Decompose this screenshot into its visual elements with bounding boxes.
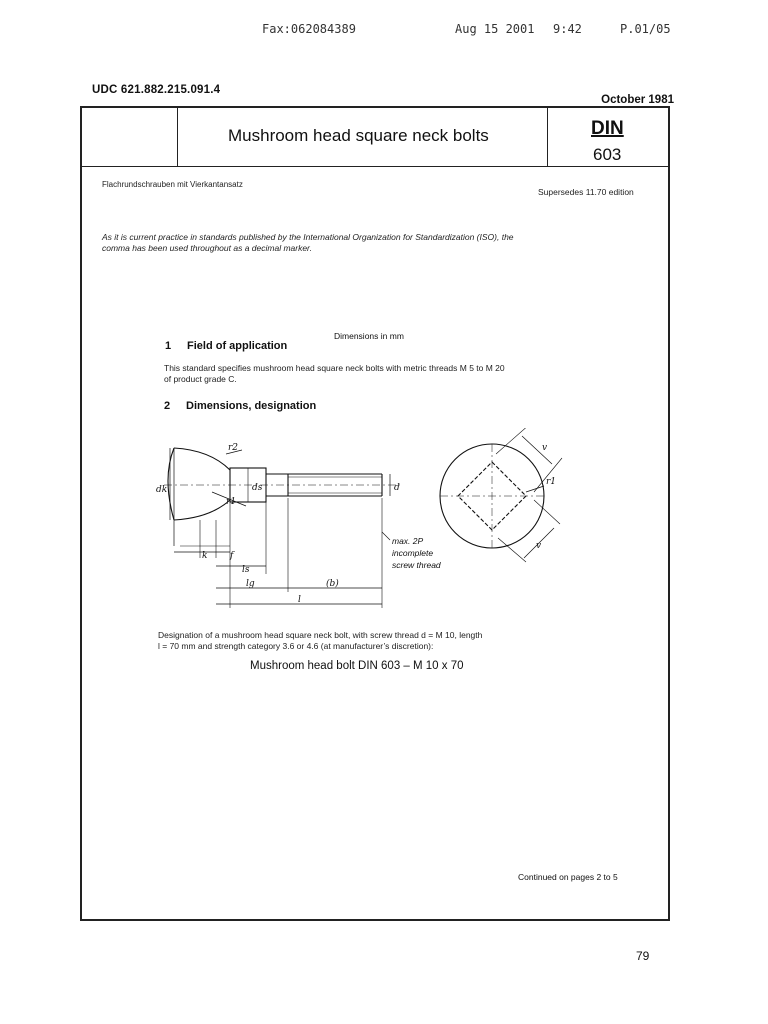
din-number: 603 xyxy=(593,145,622,164)
fax-page: P.01/05 xyxy=(620,22,671,36)
decimal-marker-note xyxy=(102,232,514,254)
dimensions-unit: Dimensions in mm xyxy=(334,331,404,341)
label-ds: ds xyxy=(252,483,263,493)
label-v-top: v xyxy=(542,443,548,453)
thread-note-line: incomplete xyxy=(392,548,434,558)
label-l: l xyxy=(298,595,301,605)
header-left-divider xyxy=(177,106,178,167)
continued-note: Continued on pages 2 to 5 xyxy=(518,872,618,882)
label-d: d xyxy=(394,483,400,493)
din-label: DIN xyxy=(591,118,624,139)
label-v-bottom: v xyxy=(536,541,542,551)
label-ls: ls xyxy=(242,565,250,575)
section-title: Field of application xyxy=(187,340,288,352)
header-divider xyxy=(80,166,670,167)
designation-line: Designation of a mushroom head square neck bolt, with screw thread d = M 10, length xyxy=(158,630,483,640)
designation-text xyxy=(158,630,482,652)
designation-example: Mushroom head bolt DIN 603 – M 10 x 70 xyxy=(250,660,464,672)
section-number: 2 xyxy=(164,400,171,412)
document-title: Mushroom head square neck bolts xyxy=(228,126,489,145)
fax-number: Fax:062084389 xyxy=(262,22,356,36)
head-bottom-curve xyxy=(174,500,230,520)
section-title: Dimensions, designation xyxy=(186,400,317,412)
section-1-body xyxy=(164,363,505,385)
fax-time: 9:42 xyxy=(553,22,582,36)
label-f: f xyxy=(230,551,234,561)
fax-date: Aug 15 2001 xyxy=(455,22,535,36)
label-r1-front: r1 xyxy=(546,477,557,487)
issue-date: October 1981 xyxy=(601,94,674,106)
label-lg: lg xyxy=(246,579,255,589)
header-right-divider xyxy=(547,106,548,167)
label-r2: r2 xyxy=(228,443,239,453)
label-k: k xyxy=(202,551,208,561)
thread-note-line: max. 2P xyxy=(392,536,424,546)
udc-code: UDC 621.882.215.091.4 xyxy=(92,84,221,96)
page-number: 79 xyxy=(636,949,650,963)
section-1-heading xyxy=(165,340,287,352)
label-r1: r1 xyxy=(226,497,237,507)
supersedes-note: Supersedes 11.70 edition xyxy=(538,187,634,197)
note-line: comma has been used throughout as a decimal marker. xyxy=(102,243,312,253)
head-top-curve xyxy=(174,448,230,470)
german-title: Flachrundschrauben mit Vierkantansatz xyxy=(102,180,243,189)
section-number: 1 xyxy=(165,340,172,352)
label-b: (b) xyxy=(326,579,339,589)
section-2-heading xyxy=(164,400,316,412)
bolt-technical-drawing xyxy=(150,428,570,613)
designation-line: l = 70 mm and strength category 3.6 or 4.6 (at manufacturer’s discretion): xyxy=(158,641,434,651)
note-line: As it is current practice in standards published by the International Organization for Standardization (ISO), the xyxy=(102,232,514,242)
body-line: This standard specifies mushroom head square neck bolts with metric threads M 5 to M 20 xyxy=(164,363,505,373)
head-outline xyxy=(168,448,174,520)
label-dk: dk xyxy=(156,485,168,495)
thread-note-line: screw thread xyxy=(392,560,441,570)
body-line: of product grade C. xyxy=(164,374,237,384)
